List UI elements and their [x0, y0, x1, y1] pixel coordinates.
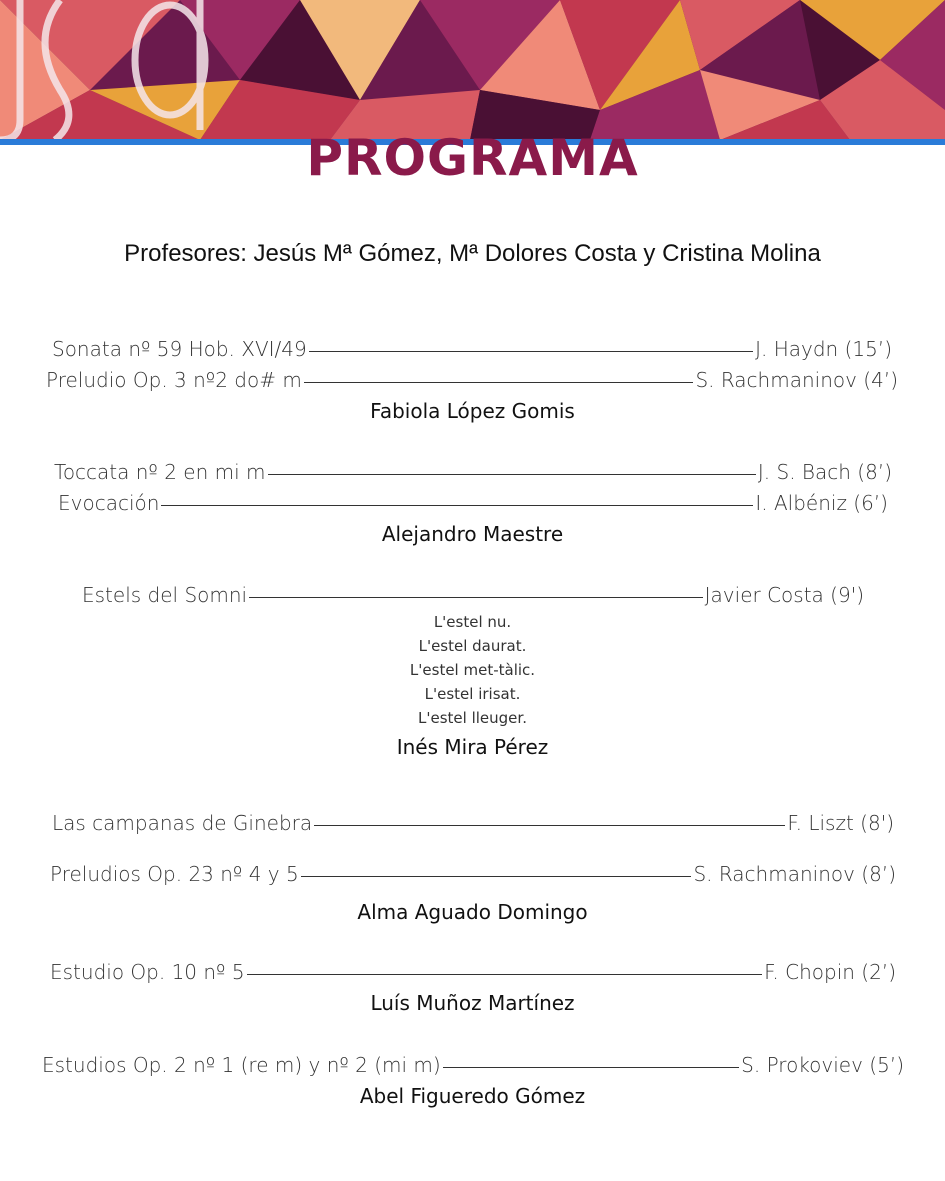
page-title: PROGRAMA: [306, 129, 639, 178]
work-title: Evocación: [58, 491, 160, 515]
movement: L'estel daurat.: [418, 637, 527, 655]
program-line: [58, 489, 888, 517]
composer: S. Rachmaninov (4’): [695, 368, 898, 392]
composer: I. Albéniz (6’): [755, 491, 888, 515]
program-line: [50, 860, 896, 888]
work-title: Preludios Op. 23 nº 4 y 5: [50, 862, 299, 886]
work-title: Estudio Op. 10 nº 5: [50, 960, 245, 984]
movement: L'estel nu.: [433, 613, 512, 631]
leader-line: [443, 1067, 739, 1068]
movement: L'estel lleuger.: [418, 709, 527, 727]
composer: F. Chopin (2’): [764, 960, 896, 984]
program-line: [42, 1051, 904, 1079]
performer-name: Fabiola López Gomis: [370, 399, 575, 423]
composer: Javier Costa (9'): [704, 583, 864, 607]
program-line: [52, 335, 892, 363]
leader-line: [314, 825, 785, 826]
header-banner: [0, 0, 945, 145]
leader-line: [304, 382, 694, 383]
composer: S. Prokoviev (5’): [741, 1053, 904, 1077]
program-line: [82, 581, 864, 609]
composer: J. S. Bach (8’): [757, 460, 892, 484]
leader-line: [301, 876, 692, 877]
performer-name: Alejandro Maestre: [381, 522, 564, 546]
work-title: Las campanas de Ginebra: [52, 811, 313, 835]
leader-line: [268, 474, 756, 475]
composer: J. Haydn (15’): [755, 337, 892, 361]
program-line: [54, 458, 892, 486]
leader-line: [309, 351, 753, 352]
movement: L'estel irisat.: [424, 685, 521, 703]
work-title: Estels del Somni: [82, 583, 248, 607]
teachers-line: Profesores: Jesús Mª Gómez, Mª Dolores Costa y Cristina Molina: [124, 240, 821, 267]
work-title: Toccata nº 2 en mi m: [54, 460, 266, 484]
leader-line: [161, 505, 753, 506]
work-title: Estudios Op. 2 nº 1 (re m) y nº 2 (mi m): [42, 1053, 441, 1077]
leader-line: [249, 597, 703, 598]
geometric-banner-graphic: [0, 0, 945, 145]
performer-name: Abel Figueredo Gómez: [359, 1084, 586, 1108]
program-line: [46, 366, 898, 394]
program-line: [50, 958, 896, 986]
movement: L'estel met-tàlic.: [409, 661, 536, 679]
composer: F. Liszt (8'): [787, 811, 894, 835]
leader-line: [247, 974, 763, 975]
performer-name: Luís Muñoz Martínez: [370, 991, 575, 1015]
work-title: Preludio Op. 3 nº2 do# m: [46, 368, 302, 392]
work-title: Sonata nº 59 Hob. XVI/49: [52, 337, 307, 361]
composer: S. Rachmaninov (8’): [693, 862, 896, 886]
performer-name: Alma Aguado Domingo: [357, 900, 588, 924]
performer-name: Inés Mira Pérez: [396, 735, 549, 759]
program-line: [52, 809, 894, 837]
